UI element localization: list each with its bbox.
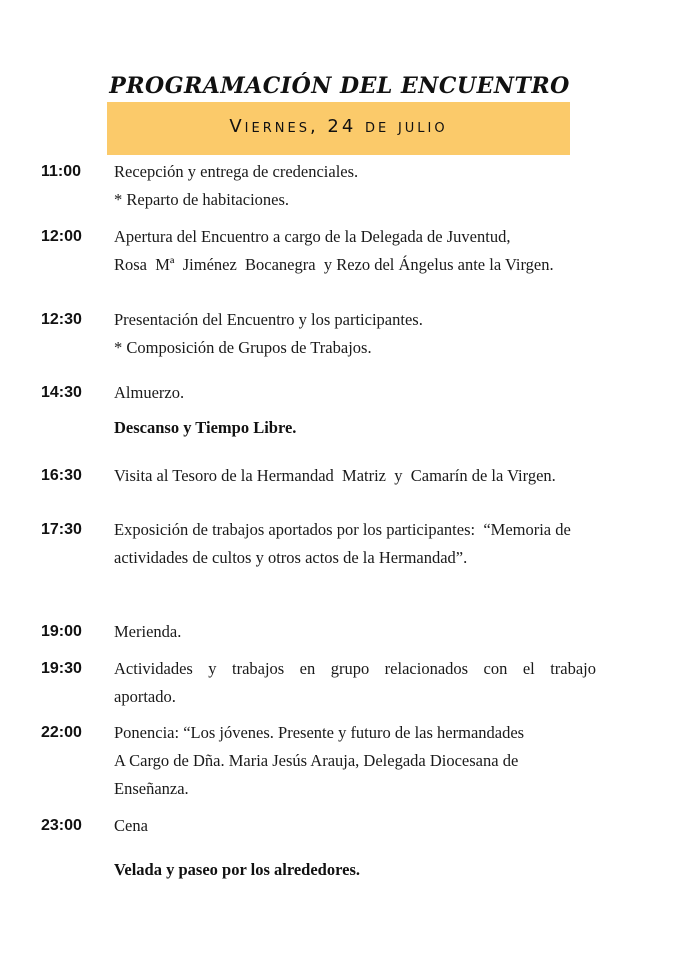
entry-line: Merienda. [114, 622, 182, 641]
entry-time: 12:00 [41, 228, 82, 245]
entry-time: 19:30 [41, 660, 82, 677]
entry-description [114, 812, 640, 840]
entry-time: 23:00 [41, 817, 82, 834]
entry-time: 11:00 [41, 163, 82, 180]
entry-line: Rosa Mª Jiménez Bocanegra y Rezo del Ángelus ante la Virgen. [114, 255, 554, 274]
entry-description [114, 379, 640, 407]
entry-time: 16:30 [41, 467, 82, 484]
entry-line: * Reparto de habitaciones. [114, 190, 290, 209]
entry-line: * Composición de Grupos de Trabajos. [114, 338, 372, 357]
entry-time: 14:30 [41, 384, 82, 401]
entry-description [114, 618, 640, 646]
entry-line: aportado. [114, 687, 176, 706]
entry-line: A Cargo de Dña. Maria Jesús Arauja, Delegada Diocesana de [114, 751, 519, 770]
entry-line: Ponencia: “Los jóvenes. Presente y futuro de las hermandades [114, 723, 525, 742]
entry-note: Velada y paseo por los alrededores. [114, 860, 360, 879]
entry-note: Descanso y Tiempo Libre. [114, 418, 297, 437]
entry-time: 19:00 [41, 623, 82, 640]
day-banner-label: Viernes, 24 de julio [229, 116, 448, 137]
entry-line: Exposición de trabajos aportados por los participantes: “Memoria de [114, 520, 571, 539]
entry-line: Cena [114, 816, 148, 835]
page-title: PROGRAMACIÓN DEL ENCUENTRO [109, 73, 570, 99]
entry-line: Apertura del Encuentro a cargo de la Delegada de Juventud, [114, 227, 511, 246]
entry-line: Recepción y entrega de credenciales. [114, 162, 359, 181]
entry-time: 12:30 [41, 311, 82, 328]
entry-time: 22:00 [41, 724, 82, 741]
entry-line: Actividades y trabajos en grupo relacionados con el trabajo [114, 659, 596, 678]
entry-description [114, 306, 640, 362]
entry-description [114, 462, 640, 490]
entry-description [114, 158, 640, 214]
entry-time: 17:30 [41, 521, 82, 538]
entry-line: Visita al Tesoro de la Hermandad Matriz y Camarín de la Virgen. [114, 466, 556, 485]
entry-description [114, 223, 640, 279]
entry-line: Enseñanza. [114, 779, 189, 798]
entry-line: Presentación del Encuentro y los participantes. [114, 310, 423, 329]
entry-line: Almuerzo. [114, 383, 185, 402]
day-banner [107, 102, 570, 155]
entry-description [114, 655, 596, 711]
entry-description [114, 719, 640, 803]
entry-line: actividades de cultos y otros actos de la Hermandad”. [114, 548, 468, 567]
entry-description [114, 516, 640, 572]
